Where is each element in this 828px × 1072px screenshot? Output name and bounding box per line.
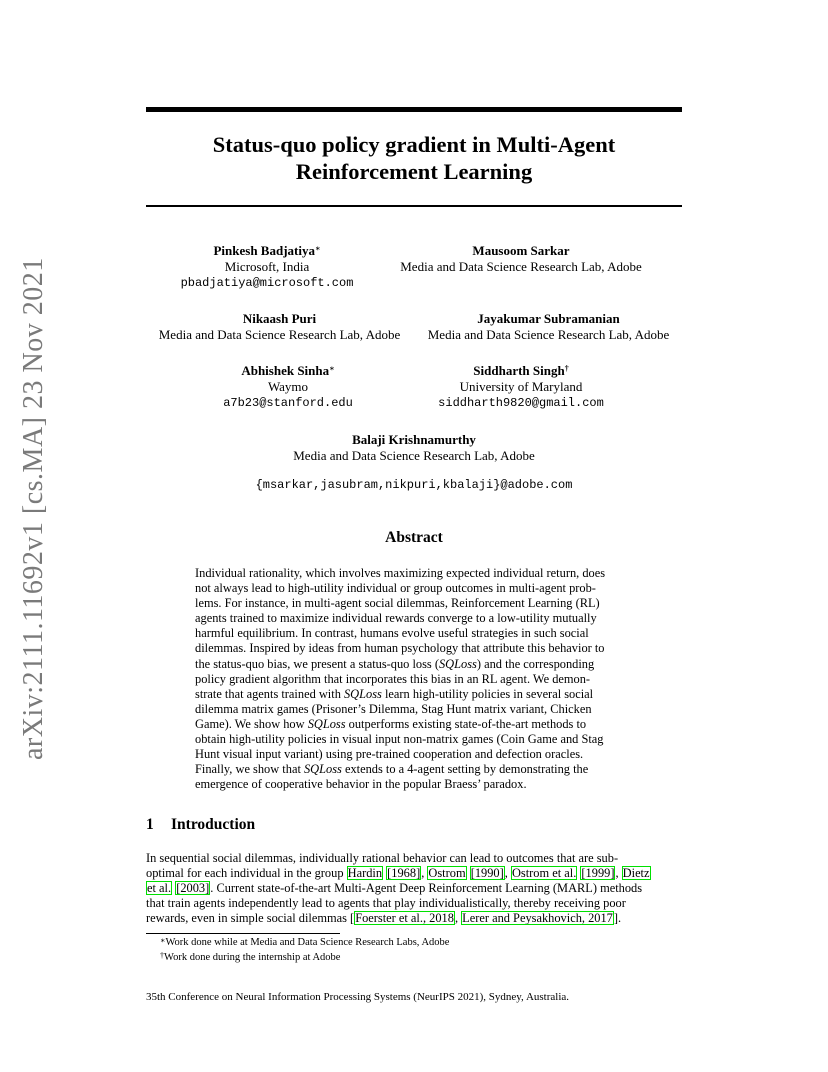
citation-link[interactable]: [1990] (470, 866, 504, 880)
author-block (188, 363, 388, 411)
footnote-text: Work done while at Media and Data Science Research Labs, Adobe (165, 937, 450, 948)
author-block (146, 432, 682, 464)
math-sqloss: SQLoss (307, 716, 346, 731)
intro-text: , (454, 911, 462, 925)
author-mark: ∗ (329, 364, 335, 373)
footnote-mark: ∗ (160, 936, 166, 945)
section-number: 1 (146, 816, 154, 833)
citation-link[interactable]: Hardin (347, 866, 383, 880)
intro-paragraph (146, 851, 686, 926)
citation-link[interactable]: Dietz (622, 866, 650, 880)
abstract-text: extends to a 4-agent setting by demonstrating the (341, 762, 589, 777)
author-name: Balaji Krishnamurthy (352, 432, 476, 447)
author-affiliation: Media and Data Science Research Lab, Adobe (293, 448, 535, 463)
shared-email[interactable]: {msarkar,jasubram,nikpuri,kbalaji}@adobe.com (255, 478, 573, 492)
author-affiliation: University of Maryland (459, 379, 583, 394)
shared-email-block (146, 477, 682, 493)
conference-footer: 35th Conference on Neural Information Processing Systems (NeurIPS 2021), Sydney, Australia. (146, 991, 570, 1003)
author-name: Pinkesh Badjatiya (213, 243, 315, 258)
author-affiliation: Microsoft, India (224, 259, 310, 274)
abstract-line (195, 717, 635, 732)
citation-link[interactable]: et al. (147, 881, 172, 895)
citation-link[interactable]: Ostrom et al. (511, 866, 577, 880)
author-name: Abhishek Sinha (241, 363, 330, 378)
citation-link[interactable]: Lerer and Peysakhovich, 2017 (462, 911, 613, 925)
section-heading (146, 816, 255, 834)
intro-line (146, 896, 686, 911)
author-block (416, 311, 681, 343)
author-block (386, 243, 656, 275)
footnote-text: Work done during the internship at Adobe (164, 952, 341, 963)
author-block (167, 243, 367, 291)
citation-link[interactable]: [2003] (176, 881, 210, 895)
intro-text: that train agents independently lead to agents that play individualistically, thereby receiving poor (146, 896, 626, 910)
author-affiliation: Media and Data Science Research Lab, Adobe (158, 327, 401, 342)
title-bottom-rule (146, 205, 682, 207)
math-sqloss: SQLoss (438, 656, 477, 671)
author-affiliation: Waymo (267, 379, 309, 394)
abstract-text: outperforms existing state-of-the-art methods to (345, 716, 587, 731)
abstract-text: the status-quo bias, we present a status-quo loss ( (195, 656, 439, 671)
citation-link[interactable]: [1999] (581, 866, 615, 880)
abstract-text: Game). We show how (195, 716, 308, 731)
abstract-text: Finally, we show that (195, 762, 304, 777)
intro-line (146, 911, 686, 926)
intro-text: rewards, even in simple social dilemmas [ (146, 911, 355, 925)
intro-text: In sequential social dilemmas, individually rational behavior can lead to outcomes that are sub- (146, 851, 619, 865)
abstract-line (195, 687, 635, 702)
intro-text: , (504, 866, 511, 880)
footnote (160, 936, 449, 949)
intro-text: , (615, 866, 622, 880)
abstract-line: policy gradient algorithm that incorporates this bias in an RL agent. We demon- (195, 671, 591, 686)
author-mark: † (564, 364, 569, 373)
abstract-line: Hunt visual input variant) using pre-trained cooperation and defection oracles. (195, 747, 584, 762)
author-block (147, 311, 412, 343)
title-line: Reinforcement Learning (295, 159, 533, 184)
intro-text: optimal for each individual in the group (146, 866, 347, 880)
intro-line (146, 851, 686, 866)
abstract-line: harmful equilibrium. In contrast, humans evolve useful strategies in such social (195, 626, 589, 641)
section-title: Introduction (171, 816, 256, 833)
author-name: Nikaash Puri (242, 311, 317, 326)
abstract-line: emergence of cooperative behavior in the popular Braess’ paradox. (195, 777, 527, 792)
abstract-line: dilemmas. Inspired by ideas from human psychology that attribute this behavior to (195, 641, 605, 656)
author-email[interactable]: pbadjatiya@microsoft.com (180, 276, 354, 290)
abstract-line: Individual rationality, which involves maximizing expected individual return, does (195, 566, 606, 580)
author-name: Siddharth Singh (473, 363, 565, 378)
intro-line (146, 881, 686, 896)
footnote-mark: † (160, 951, 164, 960)
abstract-heading: Abstract (385, 529, 443, 546)
abstract-line (195, 657, 635, 672)
citation-link[interactable]: Foerster et al., 2018 (355, 911, 454, 925)
citation-link[interactable]: [1968] (387, 866, 421, 880)
intro-text: ]. (613, 911, 622, 925)
title-line: Status-quo policy gradient in Multi-Agent (212, 132, 616, 157)
arxiv-sidebar-stamp: arXiv:2111.11692v1 [cs.MA] 23 Nov 2021 (18, 257, 49, 760)
intro-text: , (421, 866, 428, 880)
abstract-text: strate that agents trained with (195, 686, 344, 701)
abstract-line: obtain high-utility policies in visual input non-matrix games (Coin Game and Stag (195, 732, 604, 747)
abstract-line: not always lead to high-utility individual or group outcomes in multi-agent prob- (195, 581, 596, 596)
abstract-text: learn high-utility policies in several social (381, 686, 594, 701)
author-affiliation: Media and Data Science Research Lab, Adobe (400, 259, 642, 274)
abstract-body (195, 566, 635, 792)
author-block (421, 363, 621, 411)
author-mark: ∗ (314, 244, 321, 253)
abstract-text: ) and the corresponding (476, 656, 595, 671)
paper-title (146, 131, 682, 185)
abstract-line: lems. For instance, in multi-agent social dilemmas, Reinforcement Learning (RL) (195, 596, 600, 611)
author-affiliation: Media and Data Science Research Lab, Adobe (427, 327, 670, 342)
abstract-line: dilemma matrix games (Prisoner’s Dilemma, Stag Hunt matrix variant, Chicken (195, 701, 592, 716)
intro-line (146, 866, 686, 881)
abstract-line: agents trained to maximize individual rewards converge to a low-utility mutually (195, 611, 597, 626)
math-sqloss: SQLoss (343, 686, 382, 701)
author-name: Jayakumar Subramanian (477, 311, 620, 326)
abstract-line (195, 762, 635, 777)
citation-link[interactable]: Ostrom (428, 866, 466, 880)
author-email[interactable]: a7b23@stanford.edu (223, 396, 353, 410)
intro-text: . Current state-of-the-art Multi-Agent Deep Reinforcement Learning (MARL) methods (210, 881, 643, 895)
author-name: Mausoom Sarkar (472, 243, 570, 258)
footnote-rule (146, 933, 340, 934)
math-sqloss: SQLoss (303, 762, 342, 777)
title-top-rule (146, 107, 682, 112)
footnote (160, 951, 340, 964)
author-email[interactable]: siddharth9820@gmail.com (438, 396, 604, 410)
